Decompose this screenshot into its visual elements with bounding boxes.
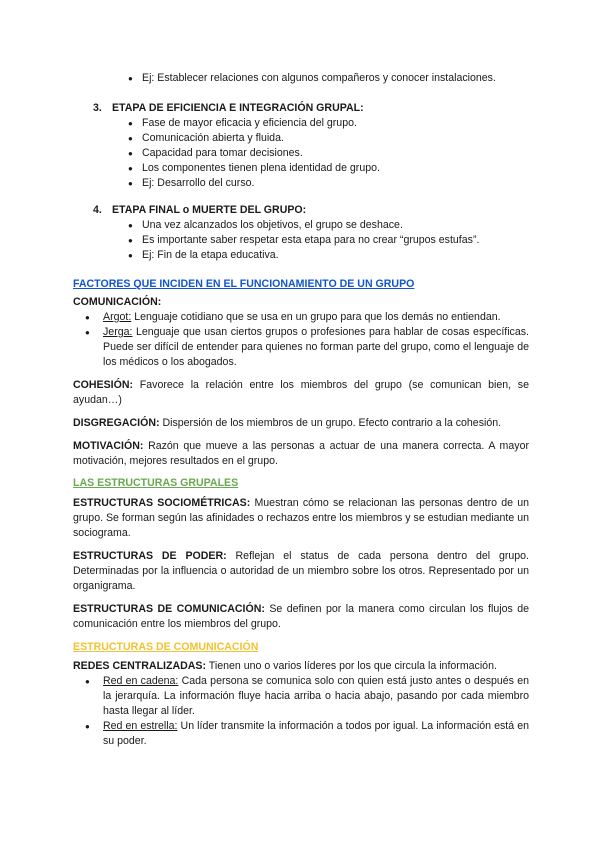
term: DISGREGACIÓN: [73,417,160,429]
stage-4-list [128,218,528,263]
term: ESTRUCTURAS DE PODER: [73,550,227,562]
list-item: ● Ej: Desarrollo del curso. [128,176,528,191]
list-item-cadena [81,674,529,719]
term: COHESIÓN: [73,379,134,391]
list-item: ● Ej: Fin de la etapa educativa. [128,248,528,263]
estructuras-section [73,476,529,632]
term: ESTRUCTURAS DE COMUNICACIÓN: [73,603,265,615]
list-item: ● Capacidad para tomar decisiones. [128,146,528,161]
list-item: ● Comunicación abierta y fluida. [128,131,528,146]
term: Red en cadena: [103,675,179,687]
list-item-jerga [81,325,529,370]
stage-title: ETAPA FINAL o MUERTE DEL GRUPO: [111,204,307,216]
list-item: ● Fase de mayor eficacia y eficiencia del grupo. [128,116,528,131]
definition: Reflejan el status de cada persona dentro del grupo. Determinadas por la influencia o autoridad de un miembro sobre los otros. Representado por un organigrama. [73,550,529,592]
definition: Favorece la relación entre los miembros del grupo (se comunican bien, se ayudan…) [73,379,529,406]
list-item: ● Es importante saber respetar esta etapa para no crear “grupos estufas”. [128,233,528,248]
comunicacion-list [81,310,529,370]
comunicacion-paragraph [73,602,529,632]
stage-number: 4. [93,204,102,216]
list-item-estrella [81,719,529,749]
comunicacion-label: COMUNICACIÓN: [73,296,162,308]
list-item: ● Ej: Establecer relaciones con algunos compañeros y conocer instalaciones. [128,71,528,86]
definition: Dispersión de los miembros de un grupo. Efecto contrario a la cohesión. [159,417,502,429]
definition: Muestran cómo se relacionan las personas dentro de un grupo. Se forman según las afinidades o rechazos entre los miembros y se estudian mediante un sociograma. [73,497,529,539]
motivacion-paragraph [73,439,529,469]
section-heading-comunicacion: ESTRUCTURAS DE COMUNICACIÓN [73,641,259,653]
comunicacion-section [73,640,529,749]
factores-section [73,277,529,469]
term: MOTIVACIÓN: [73,440,144,452]
top-bullet-list [128,71,528,86]
list-item: ● Los componentes tienen plena identidad de grupo. [128,161,528,176]
term: Argot: [103,311,132,323]
definition: Se definen por la manera como circulan los flujos de comunicación entre los miembros del grupo. [73,603,529,630]
definition: Tienen uno o varios líderes por los que circula la información. [206,660,497,672]
definition: Lenguaje que usan ciertos grupos o profesiones para hablar de cosas específicas. Puede ser difícil de entender para quienes no forman parte del grupo, como el lenguaje de los médicos o los abogados. [103,326,529,368]
poder-paragraph [73,549,529,594]
stage-3-heading [93,101,513,116]
list-item: ● Una vez alcanzados los objetivos, el grupo se deshace. [128,218,528,233]
section-heading-estructuras: LAS ESTRUCTURAS GRUPALES [73,477,239,489]
list-item-argot [81,310,529,325]
sociometricas-paragraph [73,496,529,541]
stage-4-heading [93,203,513,218]
redes-list [81,674,529,749]
cohesion-paragraph [73,378,529,408]
term: Red en estrella: [103,720,178,732]
term: REDES CENTRALIZADAS: [73,660,207,672]
redes-paragraph [73,659,529,674]
term: ESTRUCTURAS SOCIOMÉTRICAS: [73,497,251,509]
definition: Un líder transmite la información a todos por igual. La información está en su poder. [103,720,529,747]
stage-3-list [128,116,528,191]
definition: Razón que mueve a las personas a actuar de una manera correcta. A mayor motivación, mejores resultados en el grupo. [73,440,529,467]
term: Jerga: [103,326,133,338]
stage-number: 3. [93,102,102,114]
stage-title: ETAPA DE EFICIENCIA E INTEGRACIÓN GRUPAL: [111,102,364,114]
definition: Cada persona se comunica solo con quien está justo antes o después en la jerarquía. La información fluye hacia arriba o hacia abajo, pasando por cada miembro hasta llegar al líder. [103,675,529,717]
section-heading-factores: FACTORES QUE INCIDEN EN EL FUNCIONAMIENTO DE UN GRUPO [73,278,415,290]
definition: Lenguaje cotidiano que se usa en un grupo para que los demás no entiendan. [131,311,501,323]
disgregacion-paragraph [73,416,529,431]
